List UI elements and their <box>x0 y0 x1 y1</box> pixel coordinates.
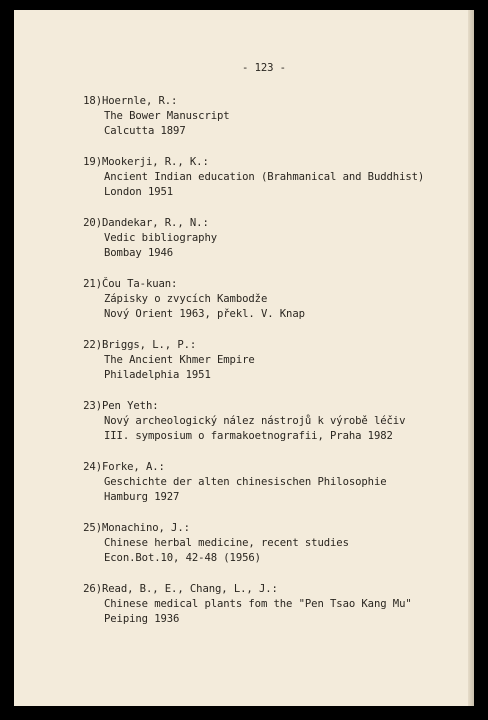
reference-item <box>78 155 468 216</box>
reference-author: Briggs, L., P.: <box>102 339 197 351</box>
reference-item <box>78 521 468 582</box>
reference-title: Nový archeologický nález nástrojů k výrobě léčiv <box>104 415 406 428</box>
reference-publication: Philadelphia 1951 <box>104 369 211 382</box>
reference-author: Read, B., E., Chang, L., J.: <box>102 583 278 595</box>
reference-item <box>78 338 468 399</box>
reference-publication: Hamburg 1927 <box>104 491 180 504</box>
reference-publication: Bombay 1946 <box>104 247 174 260</box>
reference-publication: III. symposium o farmakoetnografii, Praha 1982 <box>104 430 393 443</box>
reference-author: Čou Ta-kuan: <box>102 278 178 290</box>
reference-author: Mookerji, R., K.: <box>102 156 209 168</box>
reference-author: Hoernle, R.: <box>102 95 178 107</box>
reference-number: 26) <box>83 583 102 595</box>
reference-number: 23) <box>83 400 102 412</box>
reference-item <box>78 460 468 521</box>
reference-title: Ancient Indian education (Brahmanical and Buddhist) <box>104 171 425 184</box>
reference-item <box>78 277 468 338</box>
reference-author: Pen Yeth: <box>102 400 159 412</box>
reference-publication: Calcutta 1897 <box>104 125 186 138</box>
reference-number: 18) <box>83 95 102 107</box>
reference-title: Zápisky o zvycích Kambodže <box>104 293 268 306</box>
page-number <box>14 62 474 74</box>
reference-title: Vedic bibliography <box>104 232 218 245</box>
reference-item <box>78 582 468 643</box>
page-number-text: - 123 - <box>242 62 286 74</box>
reference-author: Forke, A.: <box>102 461 165 473</box>
reference-item <box>78 216 468 277</box>
document-page <box>14 10 474 706</box>
reference-number: 25) <box>83 522 102 534</box>
reference-number: 24) <box>83 461 102 473</box>
reference-author: Dandekar, R., N.: <box>102 217 209 229</box>
reference-number: 19) <box>83 156 102 168</box>
reference-title: The Ancient Khmer Empire <box>104 354 255 367</box>
reference-publication: Econ.Bot.10, 42-48 (1956) <box>104 552 261 565</box>
reference-publication: London 1951 <box>104 186 174 199</box>
reference-title: The Bower Manuscript <box>104 110 230 123</box>
reference-number: 22) <box>83 339 102 351</box>
page-edge <box>468 10 474 706</box>
reference-number: 20) <box>83 217 102 229</box>
reference-author: Monachino, J.: <box>102 522 190 534</box>
reference-title: Chinese medical plants fom the "Pen Tsao Kang Mu" <box>104 598 412 611</box>
reference-item <box>78 94 468 155</box>
reference-number: 21) <box>83 278 102 290</box>
reference-item <box>78 399 468 460</box>
reference-title: Chinese herbal medicine, recent studies <box>104 537 349 550</box>
reference-list <box>78 94 468 643</box>
reference-publication: Peiping 1936 <box>104 613 180 626</box>
reference-publication: Nový Orient 1963, překl. V. Knap <box>104 308 305 321</box>
reference-title: Geschichte der alten chinesischen Philosophie <box>104 476 387 489</box>
